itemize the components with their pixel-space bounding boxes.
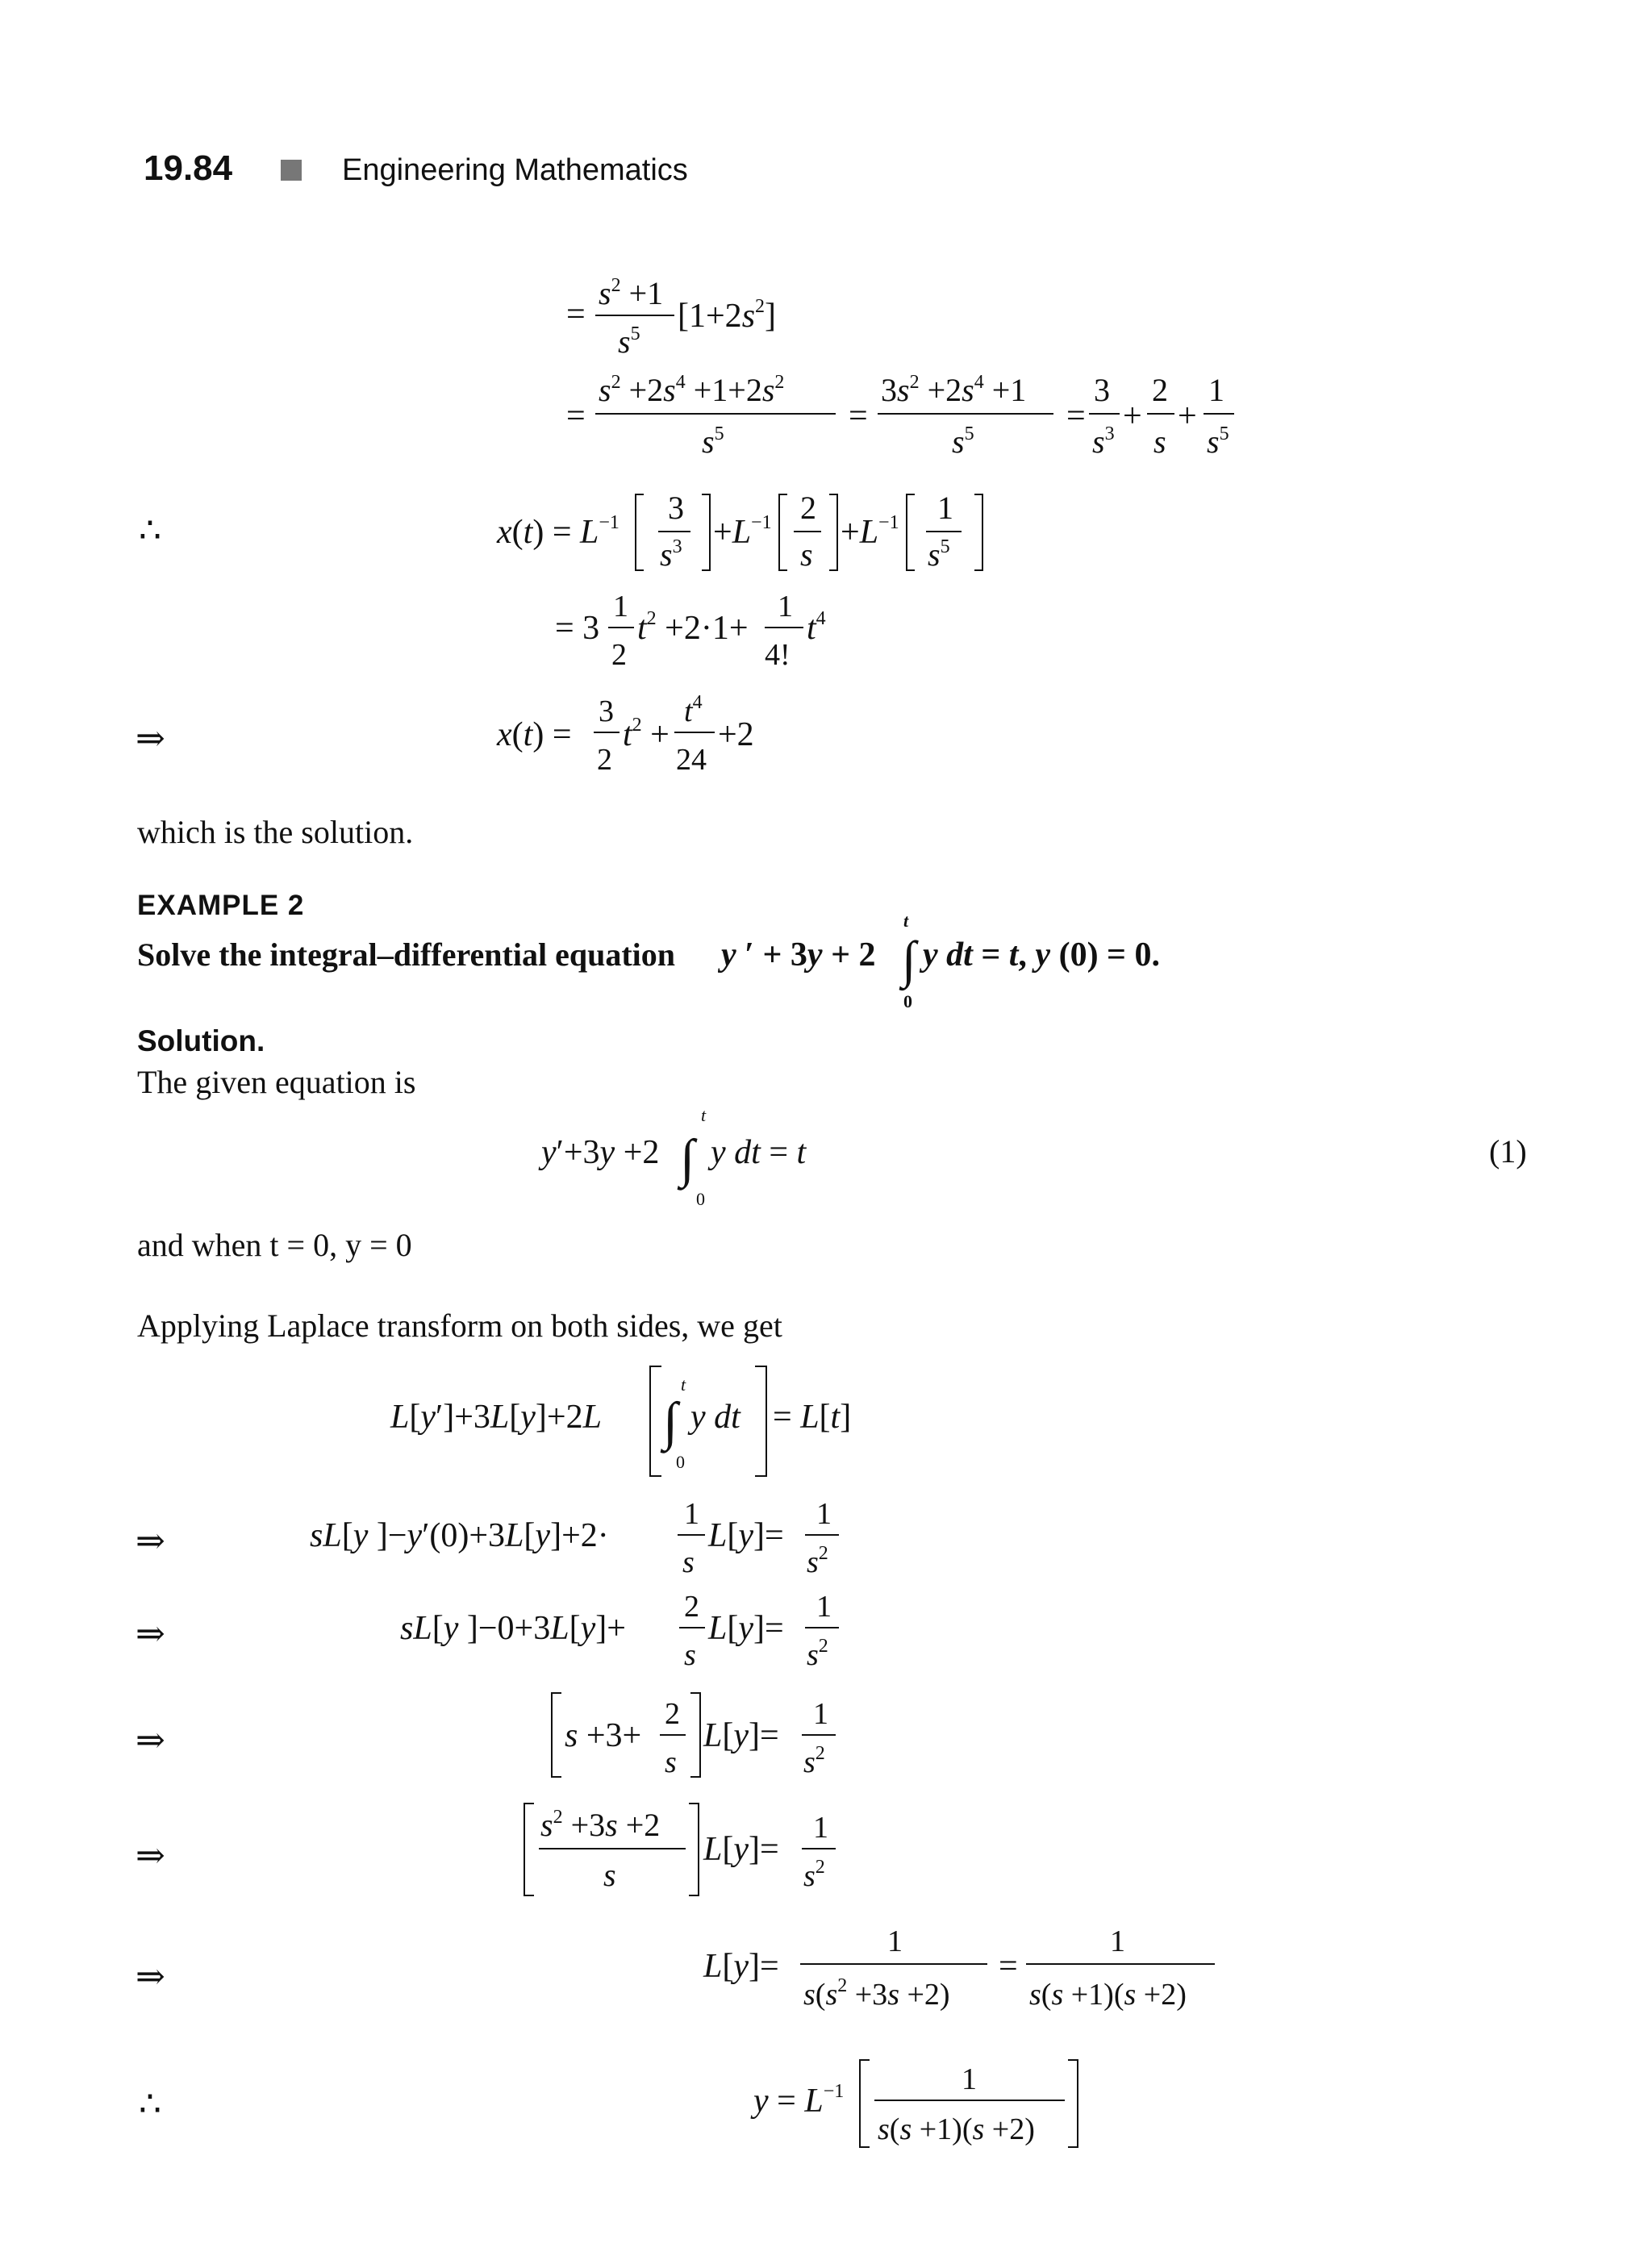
equation-10 bbox=[516, 1791, 871, 1904]
svg-text:s +3+: s +3+ bbox=[565, 1717, 642, 1754]
example-label: EXAMPLE 2 bbox=[137, 890, 305, 921]
svg-text:s: s bbox=[603, 1857, 616, 1893]
svg-text:sL[y ]−y′(0)+3L[y]+2·: sL[y ]−y′(0)+3L[y]+2· bbox=[310, 1517, 609, 1554]
solution-label: Solution. bbox=[137, 1024, 265, 1057]
svg-text:L[y′]+3L[y]+2L: L[y′]+3L[y]+2L bbox=[390, 1399, 602, 1436]
svg-text:1: 1 bbox=[1208, 372, 1224, 408]
svg-text:s2 +3s +2: $s^2 +3s +2$ bbox=[540, 1807, 661, 1843]
equation-6 bbox=[387, 1355, 887, 1484]
svg-text:s(s +1)(s +2): s(s +1)(s +2) bbox=[878, 2112, 1035, 2146]
svg-text:y dt = t: y dt = t bbox=[711, 1134, 807, 1171]
svg-text:+: + bbox=[1123, 398, 1142, 435]
svg-text:y ′ + 3y + 2: y ′ + 3y + 2 bbox=[721, 936, 876, 974]
svg-text:= L[t]: = L[t] bbox=[773, 1399, 852, 1436]
equation-8 bbox=[397, 1581, 873, 1678]
svg-text:+2: +2 bbox=[718, 716, 754, 753]
svg-text:s(s2 +3s +2): $s(s^2 +3s +2)$ bbox=[803, 1975, 950, 2012]
svg-text:L[y]=: L[y]= bbox=[703, 1717, 779, 1754]
implies-symbol-3: ⇒ bbox=[136, 1614, 165, 1653]
svg-text:1: 1 bbox=[816, 1497, 832, 1531]
svg-text:y′+3y +2: y′+3y +2 bbox=[541, 1134, 660, 1171]
equation-12 bbox=[742, 2049, 1097, 2154]
svg-text:1: 1 bbox=[813, 1811, 828, 1845]
svg-text:1: 1 bbox=[937, 490, 953, 526]
svg-text:s2: $s^2$ bbox=[807, 1636, 828, 1672]
svg-text:+L−1: $+L^{-1}$ bbox=[713, 512, 772, 551]
svg-text:t: t bbox=[681, 1374, 686, 1395]
svg-text:s2: $s^2$ bbox=[807, 1543, 828, 1579]
svg-text:∫: ∫ bbox=[902, 931, 916, 988]
svg-text:∫: ∫ bbox=[663, 1392, 678, 1451]
svg-text:2: 2 bbox=[1152, 372, 1168, 408]
svg-text:s: s bbox=[665, 1745, 677, 1779]
equation-5 bbox=[536, 1097, 843, 1210]
initial-condition: and when t = 0, y = 0 bbox=[137, 1227, 412, 1263]
svg-text:0: 0 bbox=[696, 1189, 705, 1209]
book-title: Engineering Mathematics bbox=[342, 153, 688, 187]
svg-text:t2 +: $t^2$ + bbox=[623, 715, 670, 753]
equation-11 bbox=[700, 1924, 1233, 2020]
svg-text:s: s bbox=[684, 1638, 696, 1672]
solution-end-text: which is the solution. bbox=[137, 814, 414, 850]
svg-text:+L−1: $+L^{-1}$ bbox=[841, 512, 899, 551]
svg-text:2: 2 bbox=[597, 743, 612, 777]
page-number: 19.84 bbox=[144, 148, 233, 188]
svg-text:x(t) = L−1: $x(t) = L^{-1}$ bbox=[497, 512, 620, 551]
svg-text:=: = bbox=[566, 296, 586, 333]
svg-text:s2 +2s4 +1+2s2: $s^2 +2s^4 +1+2s^2$ bbox=[599, 372, 785, 408]
svg-text:s3: $s^3$ bbox=[1092, 423, 1115, 460]
svg-text:1: 1 bbox=[887, 1924, 903, 1958]
svg-text:y dt: y dt bbox=[690, 1399, 740, 1436]
svg-text:sL[y ]−0+3L[y]+: sL[y ]−0+3L[y]+ bbox=[400, 1610, 626, 1647]
svg-text:1: 1 bbox=[962, 2062, 977, 2096]
svg-text:s2: $s^2$ bbox=[803, 1743, 825, 1779]
example-statement-equation bbox=[718, 907, 1242, 1012]
header-square-icon bbox=[281, 160, 302, 181]
therefore-symbol-1: ∴ bbox=[139, 511, 161, 550]
svg-text:= 3: = 3 bbox=[555, 610, 600, 647]
therefore-symbol-2: ∴ bbox=[139, 2084, 161, 2124]
svg-text:s: s bbox=[800, 536, 813, 573]
implies-symbol-5: ⇒ bbox=[136, 1836, 165, 1875]
svg-text:2: 2 bbox=[611, 638, 627, 672]
svg-text:[1+2s2]: $[1+2s^2]$ bbox=[678, 296, 777, 335]
implies-symbol-2: ⇒ bbox=[136, 1521, 165, 1561]
svg-text:=: = bbox=[849, 398, 868, 435]
svg-text:L[y]=: L[y]= bbox=[703, 1831, 779, 1868]
svg-text:s2 +1: $s^2 +1$ bbox=[599, 275, 664, 311]
svg-text:2: 2 bbox=[800, 490, 816, 526]
svg-text:1: 1 bbox=[1110, 1924, 1125, 1958]
svg-text:s5: $s^5$ bbox=[1207, 423, 1229, 460]
svg-text:=: = bbox=[566, 398, 586, 435]
svg-text:t4: $t^4$ bbox=[684, 692, 703, 728]
svg-text:1: 1 bbox=[816, 1590, 832, 1624]
svg-text:s5: $s^5$ bbox=[702, 423, 724, 460]
svg-text:1: 1 bbox=[778, 590, 793, 623]
svg-text:1: 1 bbox=[813, 1697, 828, 1731]
svg-text:t2 +2·1+: $t^2 +2\cdot 1+$ bbox=[637, 608, 749, 647]
svg-text:0: 0 bbox=[903, 991, 912, 1011]
equation-4 bbox=[492, 686, 782, 782]
svg-text:x(t) =: x(t) = bbox=[497, 716, 572, 753]
svg-text:+: + bbox=[1178, 398, 1197, 435]
svg-text:0: 0 bbox=[676, 1452, 685, 1472]
equation-2 bbox=[492, 480, 1008, 585]
svg-text:∫: ∫ bbox=[680, 1129, 695, 1188]
svg-text:s5: $s^5$ bbox=[618, 323, 640, 360]
example-statement-text: Solve the integral–differential equation bbox=[137, 936, 675, 973]
equation-0 bbox=[549, 270, 823, 367]
equation-1 bbox=[549, 367, 1258, 480]
svg-text:4!: 4! bbox=[765, 638, 791, 672]
svg-text:1: 1 bbox=[613, 590, 628, 623]
equation-9 bbox=[545, 1682, 868, 1787]
svg-text:s3: $s^3$ bbox=[660, 536, 682, 573]
svg-text:s5: $s^5$ bbox=[952, 423, 974, 460]
svg-text:3: 3 bbox=[599, 694, 614, 728]
svg-text:L[y]=: L[y]= bbox=[708, 1517, 784, 1554]
svg-text:L[y]=: L[y]= bbox=[703, 1948, 779, 1985]
equation-3 bbox=[549, 581, 871, 678]
svg-text:24: 24 bbox=[676, 743, 707, 777]
svg-text:2: 2 bbox=[665, 1697, 680, 1731]
svg-text:y dt = t, y (0) = 0.: y dt = t, y (0) = 0. bbox=[923, 936, 1160, 974]
svg-text:s(s +1)(s +2): s(s +1)(s +2) bbox=[1029, 1978, 1187, 2012]
svg-text:2: 2 bbox=[684, 1590, 699, 1624]
svg-text:3s2 +2s4 +1: $3s^2 +2s^4 +1$ bbox=[881, 372, 1027, 408]
svg-text:s2: $s^2$ bbox=[803, 1857, 825, 1893]
svg-text:=: = bbox=[1066, 398, 1086, 435]
equation-7 bbox=[307, 1488, 871, 1585]
svg-text:3: 3 bbox=[668, 490, 684, 526]
svg-text:t4: $t^4$ bbox=[807, 608, 826, 647]
svg-text:s: s bbox=[682, 1545, 695, 1579]
implies-symbol-4: ⇒ bbox=[136, 1720, 165, 1760]
svg-text:1: 1 bbox=[684, 1497, 699, 1531]
equation-number: (1) bbox=[1489, 1133, 1527, 1170]
implies-symbol-6: ⇒ bbox=[136, 1957, 165, 1996]
svg-text:s5: $s^5$ bbox=[928, 536, 950, 573]
svg-text:=: = bbox=[999, 1948, 1018, 1985]
laplace-intro: Applying Laplace transform on both sides, we get bbox=[137, 1307, 782, 1344]
svg-text:t: t bbox=[701, 1105, 707, 1125]
implies-symbol-1: ⇒ bbox=[136, 719, 165, 758]
svg-text:y = L−1: $y = L^{-1}$ bbox=[753, 2081, 845, 2120]
svg-text:t: t bbox=[903, 911, 909, 931]
svg-text:L[y]=: L[y]= bbox=[708, 1610, 784, 1647]
svg-text:3: 3 bbox=[1094, 372, 1110, 408]
solution-intro: The given equation is bbox=[137, 1064, 416, 1100]
svg-text:s: s bbox=[1153, 423, 1166, 460]
